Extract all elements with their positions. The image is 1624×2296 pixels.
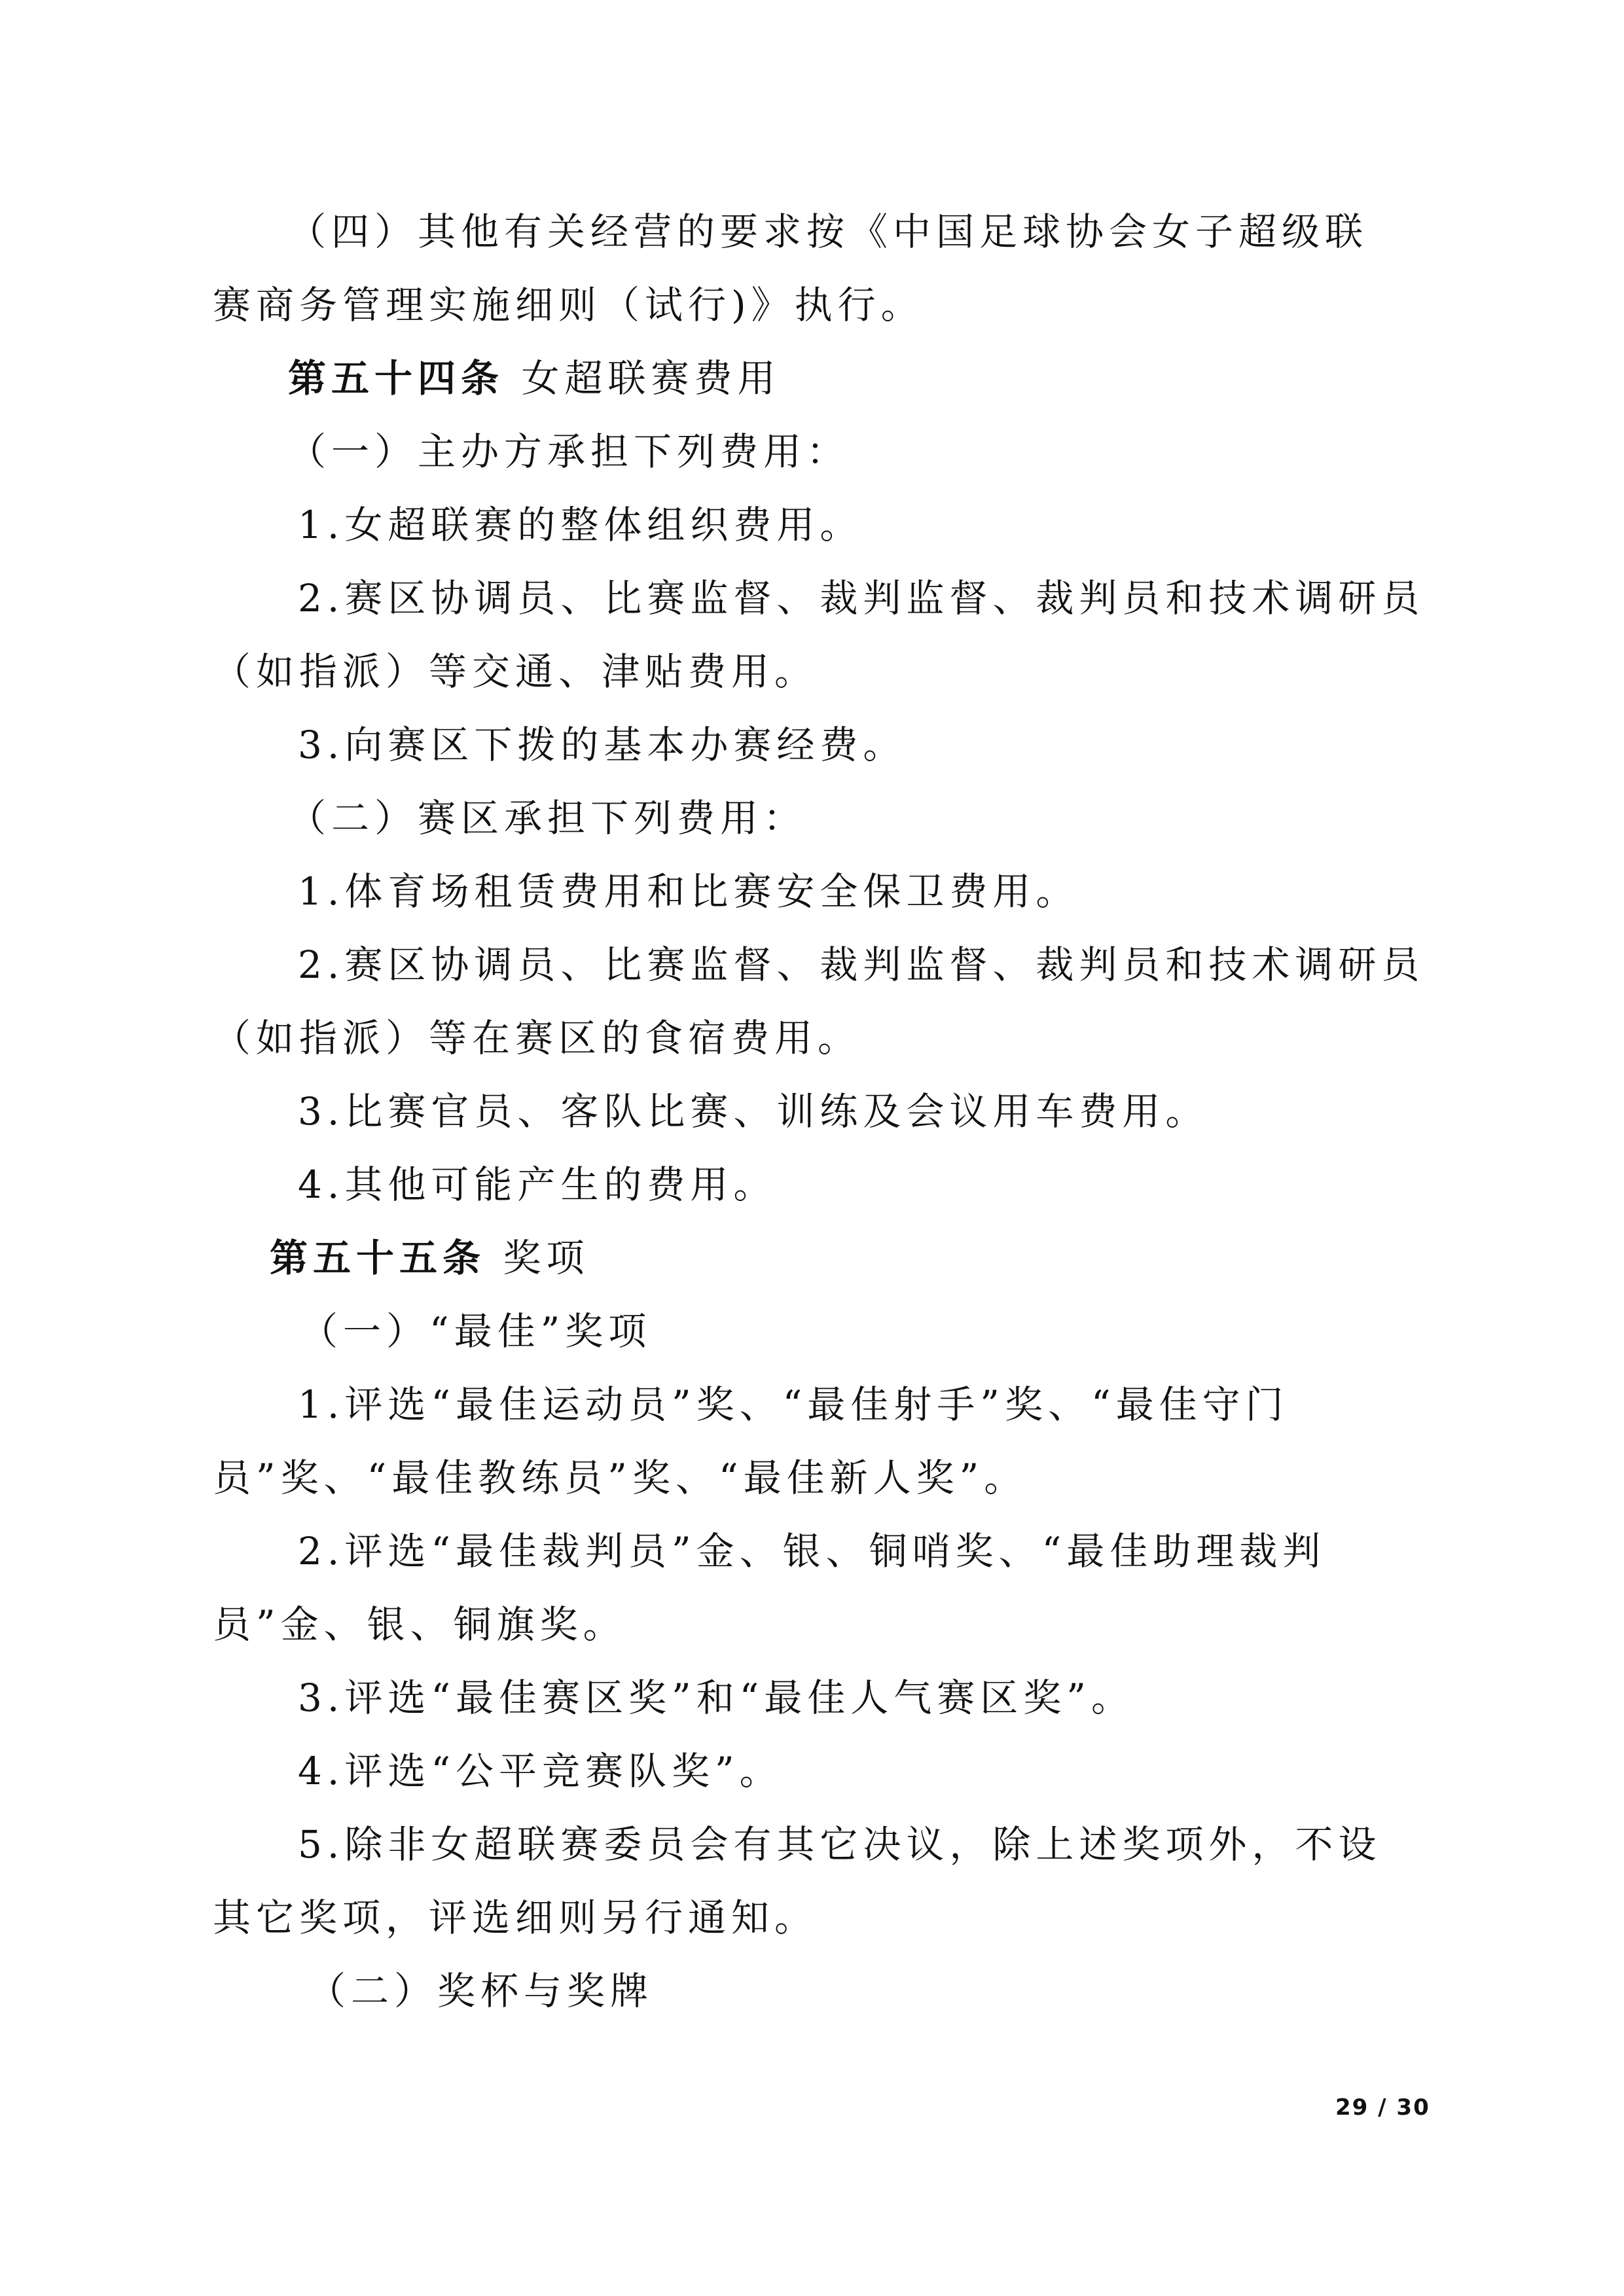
paragraph-line: 1.女超联赛的整体组织费用。 bbox=[298, 503, 863, 547]
paragraph-line: 2.赛区协调员、比赛监督、裁判监督、裁判员和技术调研员 bbox=[298, 576, 1425, 620]
paragraph-line: 1.体育场租赁费用和比赛安全保卫费用。 bbox=[298, 869, 1079, 914]
article-55-header bbox=[270, 1234, 589, 1282]
paragraph-line: 2.赛区协调员、比赛监督、裁判监督、裁判员和技术调研员 bbox=[298, 942, 1425, 987]
paragraph-line: 其它奖项，评选细则另行通知。 bbox=[213, 1895, 818, 1940]
paragraph-line: （如指派）等在赛区的食宿费用。 bbox=[213, 1016, 861, 1060]
article-55-number: 第五十五条 bbox=[270, 1236, 486, 1280]
page-number: 29 / 30 bbox=[1335, 2094, 1430, 2121]
paragraph-line: 1.评选“最佳运动员”奖、“最佳射手”奖、“最佳守门 bbox=[298, 1382, 1289, 1427]
paragraph-line: 3.向赛区下拨的基本办赛经费。 bbox=[298, 723, 907, 767]
article-54-header bbox=[288, 355, 780, 402]
paragraph-line: 4.其他可能产生的费用。 bbox=[298, 1162, 777, 1207]
article-55-title: 奖项 bbox=[503, 1236, 590, 1280]
paragraph-line: （一）“最佳”奖项 bbox=[300, 1309, 652, 1354]
paragraph-line: （二）赛区承担下列费用： bbox=[288, 796, 807, 840]
paragraph-line: 5.除非女超联赛委员会有其它决议，除上述奖项外，不设 bbox=[298, 1822, 1382, 1867]
paragraph-line: （如指派）等交通、津贴费用。 bbox=[213, 649, 818, 694]
paragraph-line: 3.评选“最佳赛区奖”和“最佳人气赛区奖”。 bbox=[298, 1676, 1134, 1720]
paragraph-line: 4.评选“公平竞赛队奖”。 bbox=[298, 1749, 783, 1793]
article-54-title: 女超联赛费用 bbox=[521, 356, 781, 401]
paragraph-line: 2.评选“最佳裁判员”金、银、铜哨奖、“最佳助理裁判 bbox=[298, 1529, 1326, 1573]
paragraph-line: 3.比赛官员、客队比赛、训练及会议用车费用。 bbox=[298, 1089, 1209, 1134]
paragraph-line: 赛商务管理实施细则（试行)》执行。 bbox=[213, 283, 924, 327]
paragraph-line: 员”奖、“最佳教练员”奖、“最佳新人奖”。 bbox=[213, 1456, 1028, 1500]
article-54-number: 第五十四条 bbox=[288, 356, 505, 401]
paragraph-line: （二）奖杯与奖牌 bbox=[308, 1969, 654, 2013]
paragraph-line: 员”金、银、铜旗奖。 bbox=[213, 1602, 626, 1647]
paragraph-line: （一）主办方承担下列费用： bbox=[288, 429, 850, 474]
paragraph-line: （四）其他有关经营的要求按《中国足球协会女子超级联 bbox=[288, 209, 1369, 254]
